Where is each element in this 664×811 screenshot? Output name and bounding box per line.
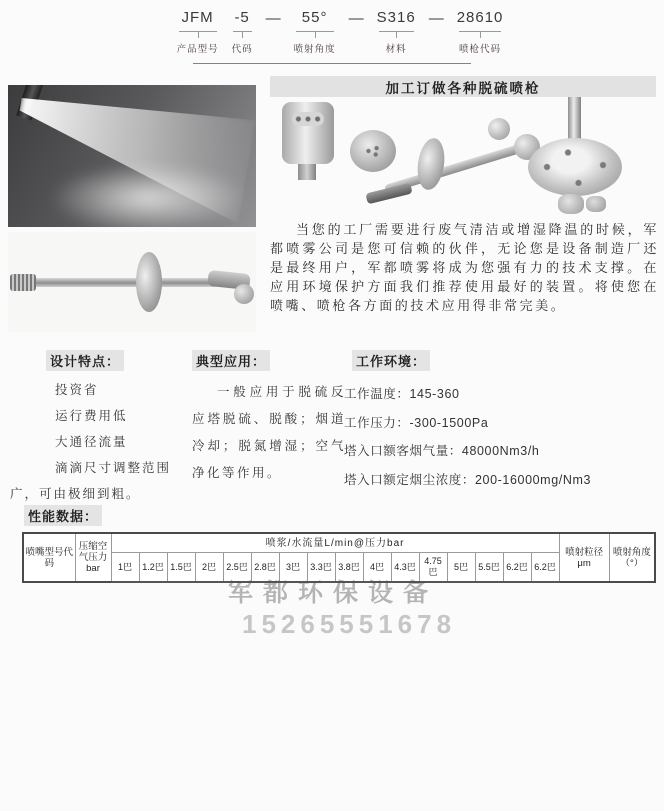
- lance-rod-shape: [14, 278, 219, 287]
- code-label: 代码: [231, 44, 253, 55]
- code-part: [294, 8, 336, 55]
- wand-flange-shape: [415, 136, 448, 191]
- environment-item: 工作压力：-300-1500Pa: [344, 415, 489, 430]
- pressure-column-header: 2巴: [195, 553, 223, 583]
- pressure-column-header: 1.5巴: [167, 553, 195, 583]
- section-banner: [270, 76, 656, 97]
- nozzle-head-shape: [488, 118, 510, 140]
- section-title: 工作环境：: [352, 350, 430, 371]
- feature-item: 大通径流量: [55, 435, 128, 449]
- air-pressure-column-header: 压缩空气压力bar: [75, 533, 111, 582]
- flow-span-header: 喷浆/水流量L/min@压力bar: [111, 533, 559, 553]
- code-tick: [459, 31, 501, 38]
- spray-angle-column-header: 喷射角度（°）: [609, 533, 655, 582]
- feature-item: 投资省: [55, 383, 99, 397]
- pressure-column-header: 3巴: [279, 553, 307, 583]
- code-tick: [296, 31, 334, 38]
- code-label: 喷射角度: [293, 44, 336, 55]
- code-part: [457, 8, 504, 55]
- pressure-column-header: 3.3巴: [307, 553, 335, 583]
- code-part: [177, 8, 219, 55]
- lance-fitting-shape: [10, 274, 36, 291]
- pressure-column-header: 2.5巴: [223, 553, 251, 583]
- code-separator: —: [265, 10, 281, 27]
- small-part-shape: [586, 196, 606, 212]
- applications-text: 一般应用于脱硫反应塔脱硫、脱酸；烟道冷却；脱氮增湿；空气净化等作用。: [192, 385, 346, 480]
- flange-disc-shape: [528, 138, 622, 196]
- code-tick: [379, 31, 414, 38]
- pressure-column-header: 2.8巴: [251, 553, 279, 583]
- code-label: 喷枪代码: [459, 44, 502, 55]
- watermark-line1: 军都环保设备: [228, 579, 439, 607]
- pressure-column-header: 5.5巴: [475, 553, 503, 583]
- pressure-column-header: 4.3巴: [391, 553, 419, 583]
- droplet-size-column-header: 喷射粒径μm: [559, 533, 609, 582]
- nozzle-photo-2: [350, 130, 396, 172]
- code-tick: [233, 31, 252, 38]
- performance-data-title: 性能数据：: [24, 505, 102, 526]
- code-label: 材料: [385, 44, 407, 55]
- code-value: -5: [234, 9, 250, 26]
- environment-item: 塔入口额客烟气量：48000Nm3/h: [344, 444, 540, 458]
- pressure-column-header: 6.2巴: [531, 553, 559, 583]
- pressure-column-header: 5巴: [447, 553, 475, 583]
- section-title: 典型应用：: [192, 350, 270, 371]
- lance-flange-shape: [136, 252, 162, 312]
- pressure-column-header: 1.2巴: [139, 553, 167, 583]
- lance-photo: [8, 232, 256, 332]
- code-separator: —: [428, 10, 444, 27]
- feature-item: 滴滴尺寸调整范围广，可由极细到粗。: [10, 461, 172, 501]
- pressure-column-header: 3.8巴: [335, 553, 363, 583]
- pressure-column-header: 4巴: [363, 553, 391, 583]
- code-value: JFM: [181, 9, 214, 26]
- code-separator: —: [348, 10, 364, 27]
- nozzle-photo-1-stem: [298, 164, 316, 180]
- watermark-line2: 15265551678: [242, 609, 457, 639]
- working-environment-section: [344, 350, 656, 494]
- environment-item: 塔入口额定烟尘浓度：200-16000mg/Nm3: [344, 472, 592, 487]
- watermark: [228, 578, 456, 640]
- environment-item: 工作温度：145-360: [344, 387, 460, 401]
- nozzle-photo-1: [282, 102, 334, 164]
- performance-table: [22, 532, 656, 583]
- nozzle-parts-photos: [270, 100, 656, 215]
- pressure-column-header: 6.2巴: [503, 553, 531, 583]
- code-value: S316: [376, 9, 416, 26]
- code-part: [377, 8, 416, 55]
- small-part-shape: [558, 194, 584, 214]
- model-column-header: 喷嘴型号代码: [23, 533, 75, 582]
- code-value: 55°: [301, 9, 328, 26]
- intro-paragraph: 当您的工厂需要进行废气清洁或增湿降温的时候，军都喷雾公司是您可信赖的伙伴，无论您是设备制造厂还是最终用户，军都喷雾将成为您强有力的技术支撑。在应用环境保护方面我们推荐使用最好的装置。将使您在喷嘴、喷枪各方面的技术应用得非常完美。: [270, 222, 659, 313]
- code-value: 28610: [456, 9, 504, 26]
- pressure-column-header: 4.75巴: [419, 553, 447, 583]
- pressure-column-header: 1巴: [111, 553, 139, 583]
- spray-mist-shape: [48, 163, 248, 227]
- code-label: 产品型号: [176, 44, 219, 55]
- feature-item: 运行费用低: [55, 409, 128, 423]
- product-code-diagram: [150, 8, 530, 55]
- lance-tip-ball-shape: [234, 284, 254, 304]
- spray-photo: [8, 85, 256, 227]
- section-title: 设计特点：: [46, 350, 124, 371]
- design-features-section: [10, 350, 174, 507]
- divider-line: [193, 63, 471, 64]
- table-header-row: [23, 533, 655, 553]
- banner-title: 加工订做各种脱硫喷枪: [385, 80, 541, 96]
- typical-applications-section: [192, 350, 346, 487]
- code-tick: [179, 31, 217, 38]
- code-part: [232, 8, 253, 55]
